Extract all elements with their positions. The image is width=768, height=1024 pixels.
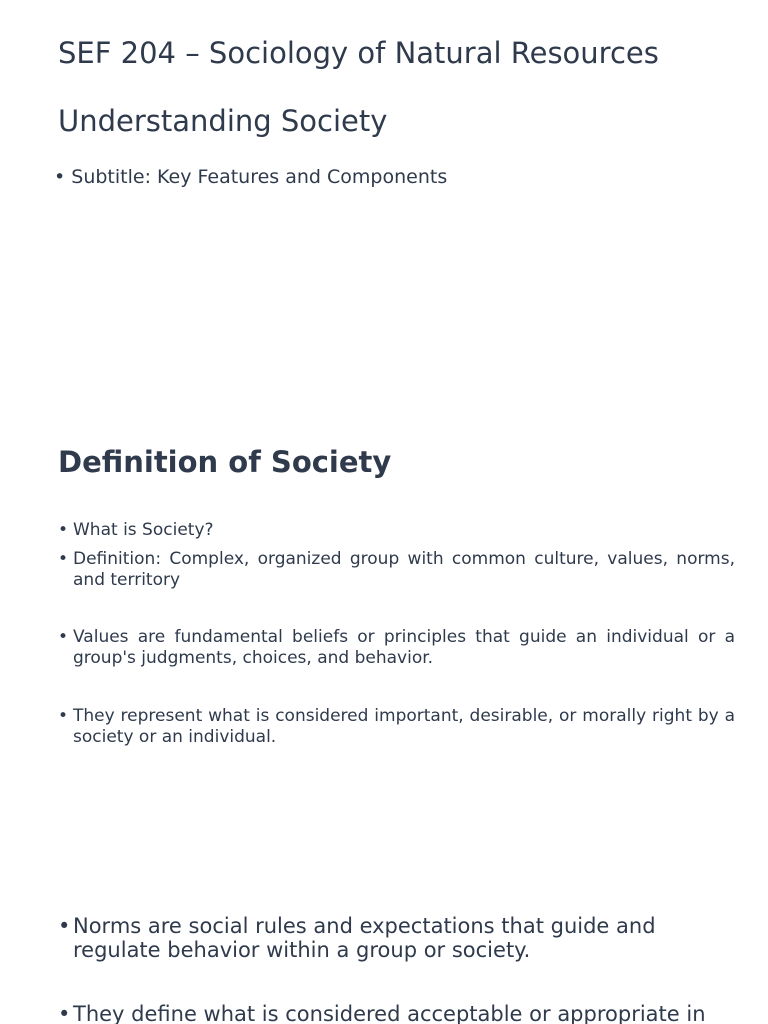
list-item-text: What is Society? — [73, 520, 214, 540]
section-heading: Definition of Society — [58, 445, 392, 479]
slide-title: Understanding Society — [58, 104, 388, 138]
subtitle-text: Subtitle: Key Features and Components — [71, 166, 448, 188]
list-item — [58, 706, 735, 748]
list-item-text: Values are fundamental beliefs or principles that guide an individual or a group's judgments, choices, and behavior. — [73, 627, 735, 668]
list-item — [58, 1002, 735, 1024]
course-title: SEF 204 – Sociology of Natural Resources — [58, 36, 659, 70]
list-item-text: They define what is considered acceptable or appropriate in — [73, 1002, 706, 1024]
list-item-text: Definition: Complex, organized group with common culture, values, norms, and territory — [73, 549, 735, 590]
list-item — [58, 549, 735, 591]
bullet-symbol: • — [58, 627, 69, 647]
bullet-symbol: • — [58, 520, 69, 540]
list-item — [58, 520, 735, 541]
bullet-symbol: • — [58, 1002, 71, 1024]
subtitle-bullet — [54, 164, 447, 190]
list-item-text: They represent what is considered important, desirable, or morally right by a society or an individual. — [73, 706, 735, 747]
list-item — [58, 627, 735, 669]
bullet-symbol: • — [54, 166, 66, 188]
bullet-symbol: • — [58, 706, 69, 726]
bullet-symbol: • — [58, 914, 71, 938]
list-item-text: Norms are social rules and expectations that guide and regulate behavior within a group or society. — [73, 914, 656, 962]
list-item — [58, 914, 735, 962]
bullet-symbol: • — [58, 549, 69, 569]
